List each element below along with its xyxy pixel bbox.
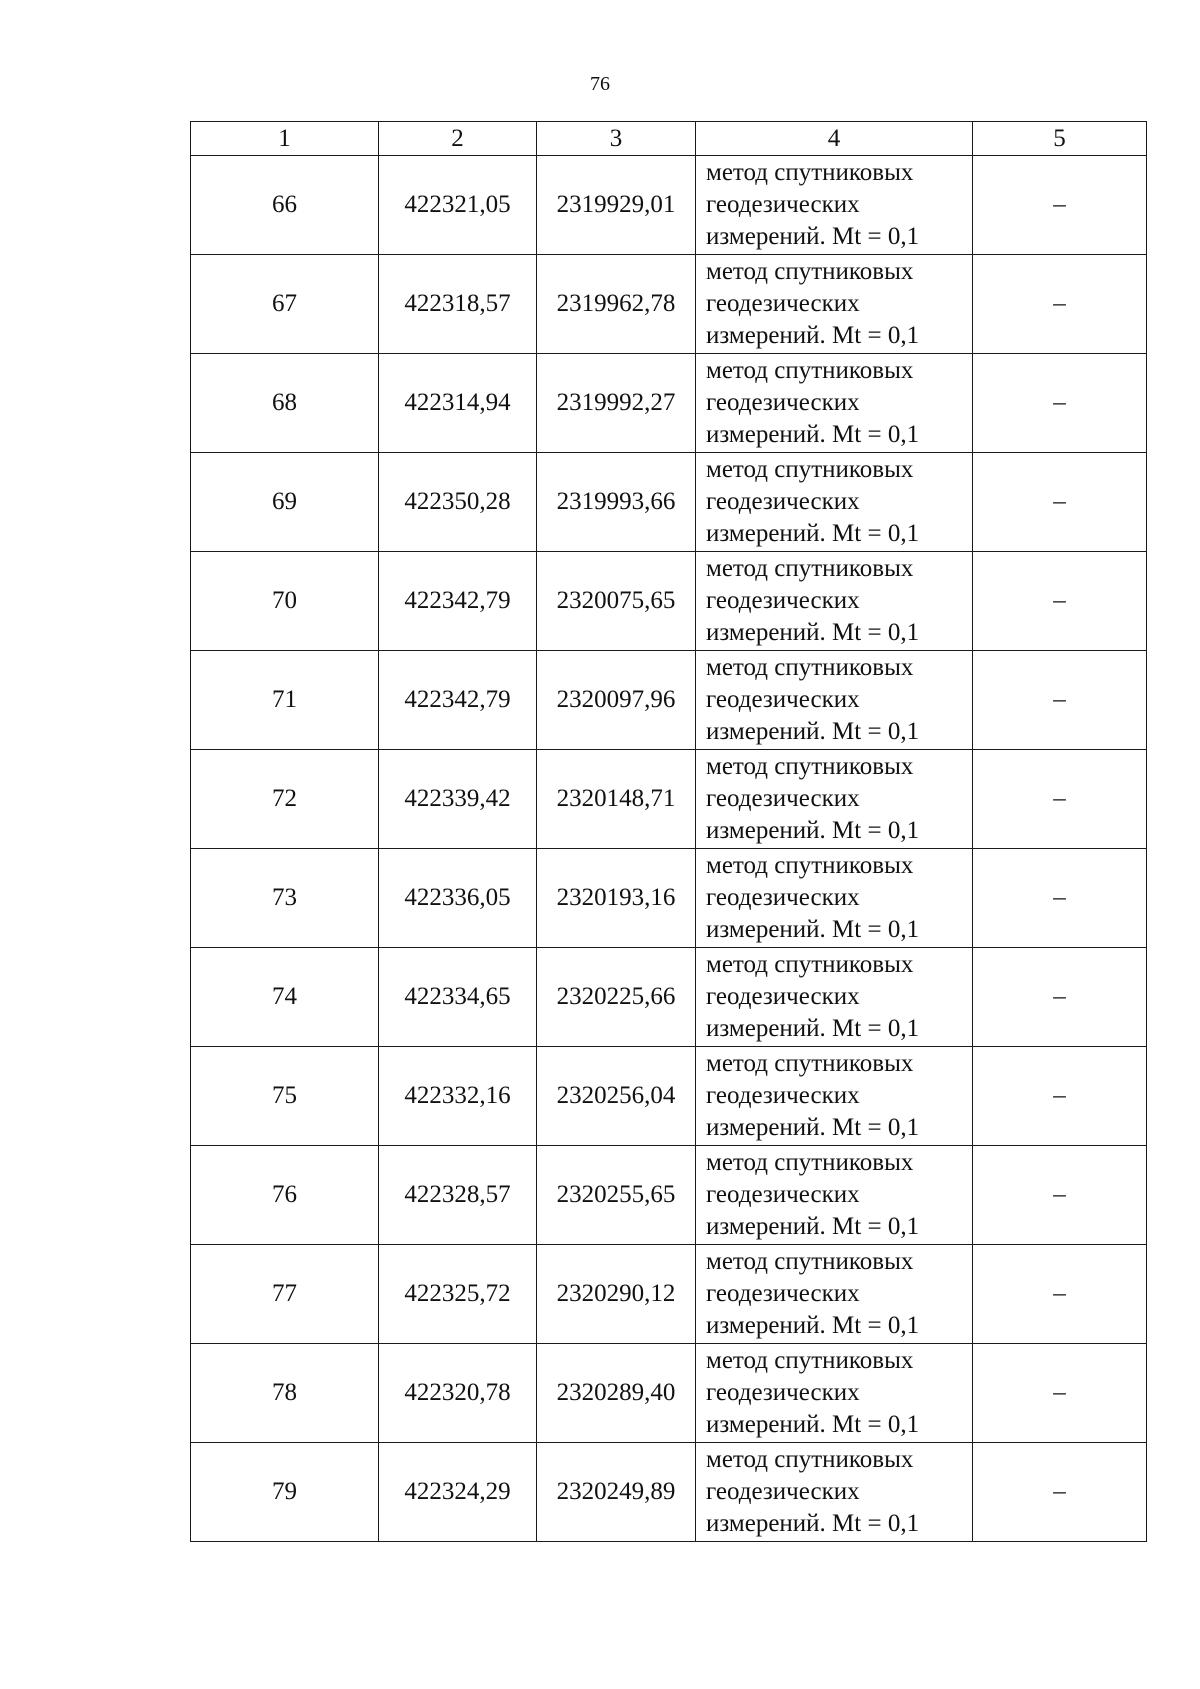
point-number-cell: 74: [191, 948, 379, 1047]
method-cell: [696, 354, 973, 453]
x-coordinate-cell: 422332,16: [379, 1047, 537, 1146]
method-line: геодезических: [706, 983, 860, 1010]
point-number-cell: 69: [191, 453, 379, 552]
method-line: метод спутниковых: [706, 951, 914, 978]
y-coordinate-cell: 2320256,04: [537, 1047, 696, 1146]
method-cell: [696, 156, 973, 255]
method-cell: [696, 948, 973, 1047]
method-line: метод спутниковых: [706, 555, 914, 582]
method-line: измерений. Mt = 0,1: [706, 817, 920, 844]
coordinates-table: [190, 121, 1147, 1542]
y-coordinate-cell: 2320290,12: [537, 1245, 696, 1344]
point-number-cell: 78: [191, 1344, 379, 1443]
x-coordinate-cell: 422318,57: [379, 255, 537, 354]
y-coordinate-cell: 2320148,71: [537, 750, 696, 849]
note-cell: –: [973, 948, 1147, 1047]
method-cell: [696, 1245, 973, 1344]
method-line: измерений. Mt = 0,1: [706, 1510, 920, 1537]
note-cell: –: [973, 1146, 1147, 1245]
method-line: геодезических: [706, 488, 860, 515]
method-cell: [696, 1344, 973, 1443]
y-coordinate-cell: 2319993,66: [537, 453, 696, 552]
method-line: измерений. Mt = 0,1: [706, 1015, 920, 1042]
note-cell: –: [973, 1047, 1147, 1146]
method-line: метод спутниковых: [706, 1347, 914, 1374]
x-coordinate-cell: 422342,79: [379, 552, 537, 651]
method-line: измерений. Mt = 0,1: [706, 1114, 920, 1141]
y-coordinate-cell: 2320193,16: [537, 849, 696, 948]
method-line: измерений. Mt = 0,1: [706, 1213, 920, 1240]
method-line: геодезических: [706, 884, 860, 911]
method-line: метод спутниковых: [706, 1050, 914, 1077]
column-header-4: 4: [696, 122, 973, 156]
method-cell: [696, 1146, 973, 1245]
method-cell: [696, 1047, 973, 1146]
method-line: геодезических: [706, 1379, 860, 1406]
header-row: [191, 122, 1147, 156]
point-number-cell: 66: [191, 156, 379, 255]
method-line: измерений. Mt = 0,1: [706, 916, 920, 943]
note-cell: –: [973, 1443, 1147, 1542]
table-body: [191, 156, 1147, 1542]
method-line: метод спутниковых: [706, 753, 914, 780]
method-line: геодезических: [706, 1082, 860, 1109]
x-coordinate-cell: 422328,57: [379, 1146, 537, 1245]
method-line: измерений. Mt = 0,1: [706, 322, 920, 349]
method-line: измерений. Mt = 0,1: [706, 1411, 920, 1438]
point-number-cell: 71: [191, 651, 379, 750]
point-number-cell: 67: [191, 255, 379, 354]
method-line: метод спутниковых: [706, 1149, 914, 1176]
column-header-5: 5: [973, 122, 1147, 156]
method-line: геодезических: [706, 1280, 860, 1307]
y-coordinate-cell: 2320075,65: [537, 552, 696, 651]
y-coordinate-cell: 2319962,78: [537, 255, 696, 354]
table-row: [191, 1146, 1147, 1245]
method-cell: [696, 552, 973, 651]
method-cell: [696, 750, 973, 849]
x-coordinate-cell: 422334,65: [379, 948, 537, 1047]
table-row: [191, 453, 1147, 552]
point-number-cell: 79: [191, 1443, 379, 1542]
point-number-cell: 75: [191, 1047, 379, 1146]
method-line: измерений. Mt = 0,1: [706, 718, 920, 745]
method-line: метод спутниковых: [706, 852, 914, 879]
note-cell: –: [973, 156, 1147, 255]
table-row: [191, 1047, 1147, 1146]
method-line: измерений. Mt = 0,1: [706, 520, 920, 547]
table-row: [191, 849, 1147, 948]
table-row: [191, 651, 1147, 750]
x-coordinate-cell: 422342,79: [379, 651, 537, 750]
method-line: геодезических: [706, 389, 860, 416]
point-number-cell: 70: [191, 552, 379, 651]
x-coordinate-cell: 422336,05: [379, 849, 537, 948]
y-coordinate-cell: 2320255,65: [537, 1146, 696, 1245]
y-coordinate-cell: 2320097,96: [537, 651, 696, 750]
method-line: геодезических: [706, 1181, 860, 1208]
column-header-2: 2: [379, 122, 537, 156]
table-row: [191, 552, 1147, 651]
table-row: [191, 156, 1147, 255]
method-cell: [696, 453, 973, 552]
point-number-cell: 77: [191, 1245, 379, 1344]
method-line: измерений. Mt = 0,1: [706, 421, 920, 448]
method-cell: [696, 849, 973, 948]
note-cell: –: [973, 750, 1147, 849]
note-cell: –: [973, 255, 1147, 354]
table-row: [191, 1245, 1147, 1344]
method-line: метод спутниковых: [706, 654, 914, 681]
method-line: метод спутниковых: [706, 258, 914, 285]
method-line: метод спутниковых: [706, 159, 914, 186]
y-coordinate-cell: 2320225,66: [537, 948, 696, 1047]
method-line: геодезических: [706, 686, 860, 713]
y-coordinate-cell: 2320249,89: [537, 1443, 696, 1542]
method-line: измерений. Mt = 0,1: [706, 223, 920, 250]
y-coordinate-cell: 2319929,01: [537, 156, 696, 255]
x-coordinate-cell: 422324,29: [379, 1443, 537, 1542]
x-coordinate-cell: 422325,72: [379, 1245, 537, 1344]
point-number-cell: 68: [191, 354, 379, 453]
method-cell: [696, 651, 973, 750]
table-row: [191, 1443, 1147, 1542]
method-line: геодезических: [706, 587, 860, 614]
note-cell: –: [973, 354, 1147, 453]
note-cell: –: [973, 453, 1147, 552]
note-cell: –: [973, 1245, 1147, 1344]
point-number-cell: 72: [191, 750, 379, 849]
point-number-cell: 73: [191, 849, 379, 948]
x-coordinate-cell: 422320,78: [379, 1344, 537, 1443]
point-number-cell: 76: [191, 1146, 379, 1245]
x-coordinate-cell: 422321,05: [379, 156, 537, 255]
method-cell: [696, 255, 973, 354]
table-row: [191, 255, 1147, 354]
y-coordinate-cell: 2319992,27: [537, 354, 696, 453]
x-coordinate-cell: 422339,42: [379, 750, 537, 849]
x-coordinate-cell: 422350,28: [379, 453, 537, 552]
method-cell: [696, 1443, 973, 1542]
y-coordinate-cell: 2320289,40: [537, 1344, 696, 1443]
method-line: метод спутниковых: [706, 1248, 914, 1275]
table-row: [191, 750, 1147, 849]
note-cell: –: [973, 552, 1147, 651]
method-line: метод спутниковых: [706, 1446, 914, 1473]
table-row: [191, 1344, 1147, 1443]
method-line: метод спутниковых: [706, 456, 914, 483]
method-line: геодезических: [706, 1478, 860, 1505]
method-line: геодезических: [706, 290, 860, 317]
table-row: [191, 354, 1147, 453]
method-line: геодезических: [706, 191, 860, 218]
note-cell: –: [973, 1344, 1147, 1443]
table-row: [191, 948, 1147, 1047]
method-line: метод спутниковых: [706, 357, 914, 384]
note-cell: –: [973, 849, 1147, 948]
page-number: 76: [590, 73, 610, 95]
note-cell: –: [973, 651, 1147, 750]
method-line: измерений. Mt = 0,1: [706, 1312, 920, 1339]
method-line: измерений. Mt = 0,1: [706, 619, 920, 646]
column-header-3: 3: [537, 122, 696, 156]
x-coordinate-cell: 422314,94: [379, 354, 537, 453]
method-line: геодезических: [706, 785, 860, 812]
column-header-1: 1: [191, 122, 379, 156]
